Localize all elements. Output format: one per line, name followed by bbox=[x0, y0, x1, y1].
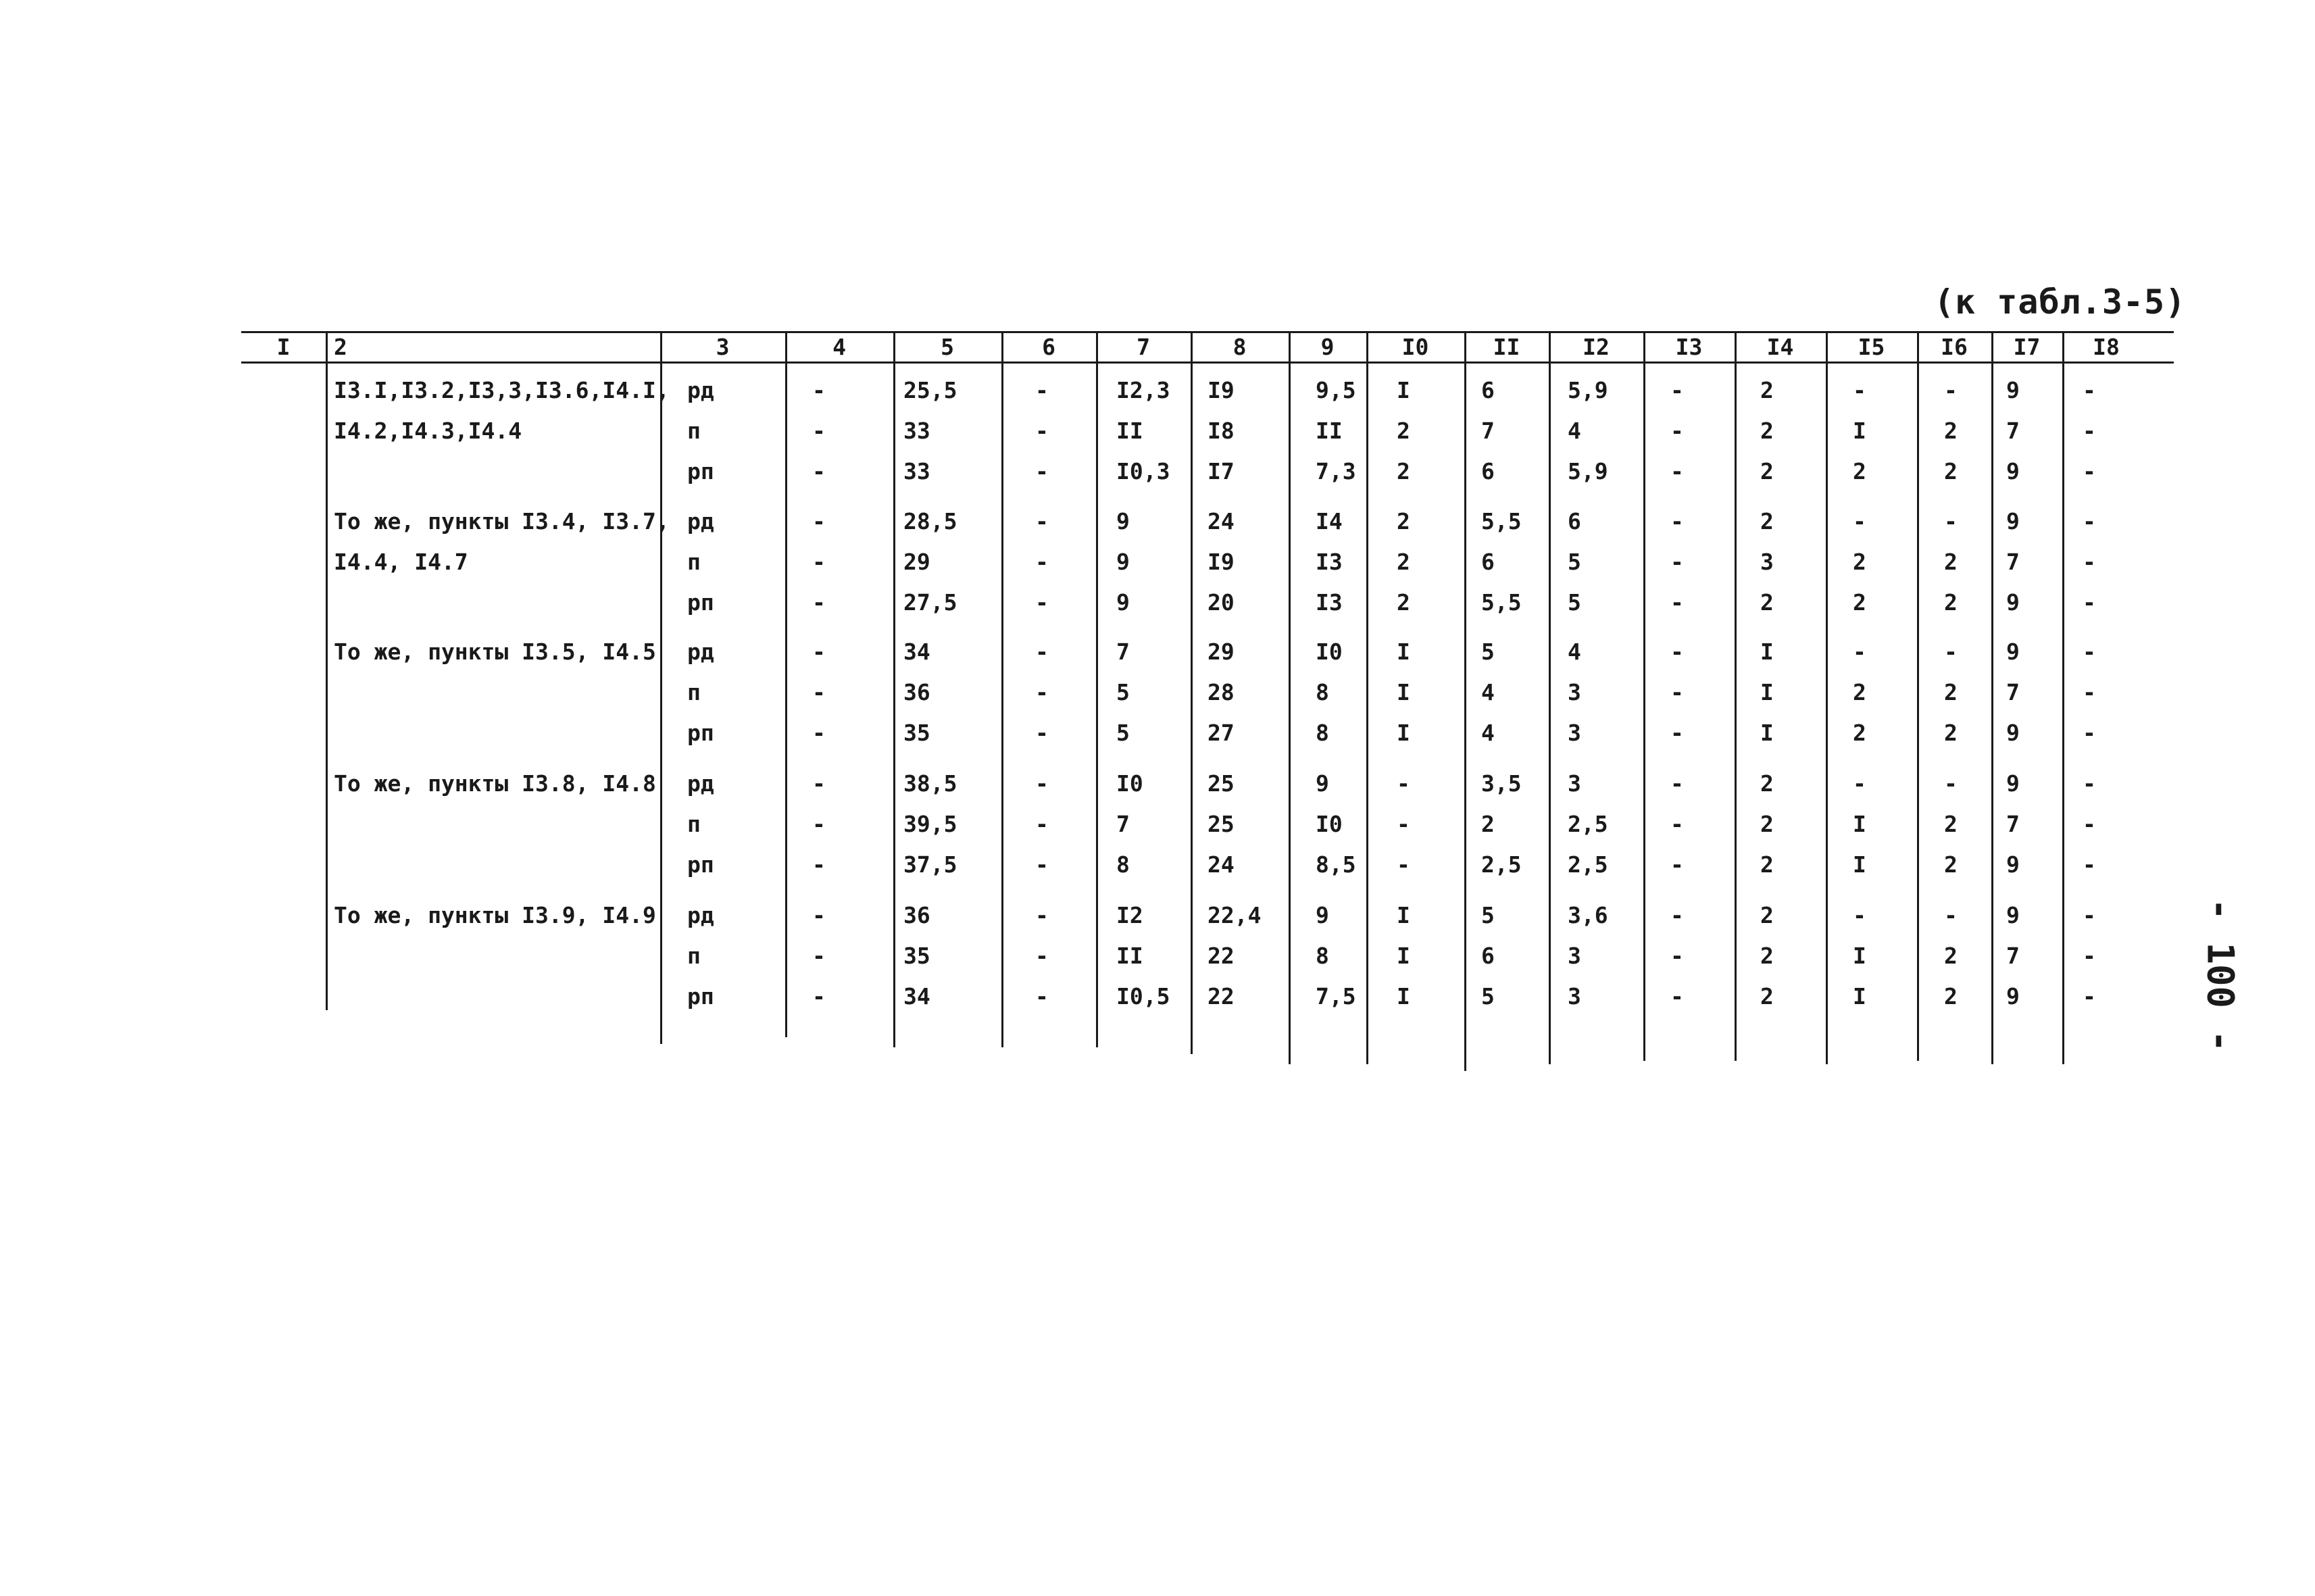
table-cell: рд bbox=[687, 902, 714, 928]
column-header: I8 bbox=[2093, 334, 2120, 360]
table-cell: - bbox=[1670, 770, 1684, 797]
table-cell: 2 bbox=[1944, 418, 1958, 444]
table-cell: - bbox=[1853, 639, 1866, 665]
column-header: I5 bbox=[1858, 334, 1885, 360]
table-cell: - bbox=[2083, 770, 2096, 797]
table-cell: 2 bbox=[1760, 377, 1774, 403]
table-cell: - bbox=[812, 377, 826, 403]
column-header: I4 bbox=[1766, 334, 1794, 360]
table-cell: 3 bbox=[1568, 770, 1581, 797]
table-cell: - bbox=[2083, 720, 2096, 746]
table-cell: 3 bbox=[1568, 679, 1581, 705]
table-cell: - bbox=[1670, 811, 1684, 837]
table-cell: - bbox=[812, 418, 826, 444]
table-cell: 2 bbox=[1760, 418, 1774, 444]
table-cell: - bbox=[1853, 377, 1866, 403]
table-cell: 7 bbox=[2006, 943, 2020, 969]
table-cell: 9 bbox=[1316, 902, 1329, 928]
table-cell: 33 bbox=[903, 418, 930, 444]
table-cell: - bbox=[1035, 902, 1049, 928]
table-cell: - bbox=[1670, 720, 1684, 746]
table-cell: I8 bbox=[1208, 418, 1235, 444]
table-cell: - bbox=[1670, 983, 1684, 1009]
table-cell: 7 bbox=[1116, 639, 1130, 665]
table-cell: - bbox=[1944, 902, 1958, 928]
table-cell: - bbox=[2083, 811, 2096, 837]
page-number: - 100 - bbox=[2199, 898, 2242, 1053]
table-cell: 5 bbox=[1481, 902, 1495, 928]
table-cell: 2 bbox=[1944, 589, 1958, 616]
table-cell: - bbox=[2083, 377, 2096, 403]
table-cell: - bbox=[1670, 639, 1684, 665]
table-cell: 2 bbox=[1760, 811, 1774, 837]
column-rule bbox=[893, 331, 895, 1047]
table-cell: I9 bbox=[1208, 377, 1235, 403]
table-cell: 5 bbox=[1568, 589, 1581, 616]
table-cell: 8 bbox=[1316, 720, 1329, 746]
table-cell: 7,5 bbox=[1316, 983, 1356, 1009]
table-cell: 2 bbox=[1760, 902, 1774, 928]
table-cell: - bbox=[2083, 508, 2096, 534]
table-cell: 7 bbox=[1116, 811, 1130, 837]
table-cell: п bbox=[687, 811, 701, 837]
table-cell: - bbox=[2083, 589, 2096, 616]
table-cell: 36 bbox=[903, 679, 930, 705]
column-header: I2 bbox=[1583, 334, 1610, 360]
table-cell: - bbox=[812, 508, 826, 534]
table-cell: 2 bbox=[1944, 983, 1958, 1009]
table-cell: 2 bbox=[1944, 851, 1958, 878]
table-cell: - bbox=[812, 589, 826, 616]
table-cell: - bbox=[1670, 902, 1684, 928]
table-cell: 3 bbox=[1568, 720, 1581, 746]
table-cell: - bbox=[1944, 639, 1958, 665]
table-cell: I bbox=[1760, 639, 1774, 665]
table-cell: - bbox=[2083, 458, 2096, 484]
table-cell: - bbox=[1035, 851, 1049, 878]
table-cell: 22 bbox=[1208, 943, 1235, 969]
table-cell: 5,9 bbox=[1568, 458, 1608, 484]
table-cell: I bbox=[1397, 639, 1410, 665]
table-cell: 2 bbox=[1760, 458, 1774, 484]
table-cell: - bbox=[1035, 639, 1049, 665]
table-cell: 5,9 bbox=[1568, 377, 1608, 403]
table-cell: 34 bbox=[903, 639, 930, 665]
table-cell: 6 bbox=[1481, 458, 1495, 484]
table-cell: 2 bbox=[1397, 418, 1410, 444]
group-label: I4.2,I4.3,I4.4 bbox=[334, 418, 522, 444]
column-rule bbox=[1289, 331, 1291, 1064]
group-label: I3.I,I3.2,I3,3,I3.6,I4.I, bbox=[334, 377, 670, 403]
table-cell: рп bbox=[687, 851, 714, 878]
group-label: То же, пункты I3.8, I4.8 bbox=[334, 770, 656, 797]
table-cell: 8 bbox=[1316, 679, 1329, 705]
column-header: 4 bbox=[832, 334, 846, 360]
table-cell: I7 bbox=[1208, 458, 1235, 484]
table-cell: - bbox=[812, 770, 826, 797]
table-cell: 9 bbox=[2006, 458, 2020, 484]
table-cell: - bbox=[1853, 902, 1866, 928]
table-cell: рп bbox=[687, 589, 714, 616]
column-rule bbox=[326, 331, 328, 1010]
table-cell: 34 bbox=[903, 983, 930, 1009]
table-cell: I bbox=[1853, 983, 1866, 1009]
table-cell: 5 bbox=[1481, 983, 1495, 1009]
column-rule bbox=[1549, 331, 1551, 1064]
table-cell: II bbox=[1116, 418, 1143, 444]
table-cell: 2 bbox=[1944, 811, 1958, 837]
table-cell: 6 bbox=[1481, 549, 1495, 575]
table-cell: 9 bbox=[2006, 377, 2020, 403]
table-cell: I bbox=[1397, 902, 1410, 928]
table-cell: 2 bbox=[1853, 549, 1866, 575]
table-cell: 27,5 bbox=[903, 589, 957, 616]
table-cell: - bbox=[1035, 770, 1049, 797]
table-cell: - bbox=[1944, 377, 1958, 403]
table-cell: рп bbox=[687, 458, 714, 484]
table-cell: 5 bbox=[1568, 549, 1581, 575]
table-cell: 3,5 bbox=[1481, 770, 1522, 797]
group-label: I4.4, I4.7 bbox=[334, 549, 468, 575]
table-cell: 25 bbox=[1208, 770, 1235, 797]
table-cell: I2,3 bbox=[1116, 377, 1170, 403]
table-cell: I bbox=[1397, 679, 1410, 705]
table-cell: I bbox=[1760, 720, 1774, 746]
table-cell: 25 bbox=[1208, 811, 1235, 837]
table-cell: 28 bbox=[1208, 679, 1235, 705]
group-label: То же, пункты I3.4, I3.7, bbox=[334, 508, 670, 534]
column-header: II bbox=[1493, 334, 1520, 360]
table-cell: 2 bbox=[1760, 770, 1774, 797]
table-cell: - bbox=[812, 458, 826, 484]
table-cell: п bbox=[687, 549, 701, 575]
table-cell: 9 bbox=[1116, 508, 1130, 534]
column-rule bbox=[1096, 331, 1098, 1047]
table-cell: 22 bbox=[1208, 983, 1235, 1009]
table-cell: - bbox=[2083, 943, 2096, 969]
table-cell: - bbox=[1035, 943, 1049, 969]
table-cell: - bbox=[812, 811, 826, 837]
table-cell: 9 bbox=[2006, 770, 2020, 797]
table-cell: 2 bbox=[1397, 549, 1410, 575]
table-cell: - bbox=[2083, 639, 2096, 665]
table-cell: 2 bbox=[1944, 720, 1958, 746]
table-cell: - bbox=[812, 639, 826, 665]
column-rule bbox=[1917, 331, 1919, 1061]
table-cell: 7 bbox=[2006, 811, 2020, 837]
table-cell: - bbox=[2083, 902, 2096, 928]
table-cell: 20 bbox=[1208, 589, 1235, 616]
table-reference-caption: (к табл.3-5) bbox=[1934, 282, 2187, 322]
column-header: 9 bbox=[1320, 334, 1335, 360]
table-cell: 2 bbox=[1760, 943, 1774, 969]
table-cell: 7 bbox=[2006, 418, 2020, 444]
table-cell: 2 bbox=[1760, 983, 1774, 1009]
table-cell: 2 bbox=[1481, 811, 1495, 837]
table-cell: 9 bbox=[1116, 549, 1130, 575]
table-cell: - bbox=[1670, 549, 1684, 575]
column-rule bbox=[1735, 331, 1737, 1061]
table-cell: 27 bbox=[1208, 720, 1235, 746]
group-label: То же, пункты I3.9, I4.9 bbox=[334, 902, 656, 928]
column-rule bbox=[1826, 331, 1828, 1064]
table-cell: - bbox=[812, 943, 826, 969]
table-cell: 8 bbox=[1316, 943, 1329, 969]
table-cell: 9 bbox=[2006, 902, 2020, 928]
table-cell: I bbox=[1853, 943, 1866, 969]
table-cell: 38,5 bbox=[903, 770, 957, 797]
table-cell: 29 bbox=[903, 549, 930, 575]
table-cell: - bbox=[1035, 679, 1049, 705]
table-cell: I bbox=[1397, 377, 1410, 403]
table-cell: 2 bbox=[1760, 851, 1774, 878]
table-cell: 28,5 bbox=[903, 508, 957, 534]
table-top-rule bbox=[241, 331, 2174, 333]
column-header: I7 bbox=[2013, 334, 2041, 360]
table-cell: - bbox=[1035, 549, 1049, 575]
table-cell: рд bbox=[687, 639, 714, 665]
table-cell: 4 bbox=[1481, 679, 1495, 705]
table-cell: - bbox=[1670, 589, 1684, 616]
table-cell: - bbox=[1035, 458, 1049, 484]
table-cell: II bbox=[1316, 418, 1343, 444]
table-cell: 24 bbox=[1208, 508, 1235, 534]
table-cell: - bbox=[1853, 508, 1866, 534]
table-cell: - bbox=[812, 549, 826, 575]
table-cell: 4 bbox=[1568, 418, 1581, 444]
table-cell: 39,5 bbox=[903, 811, 957, 837]
table-cell: рд bbox=[687, 508, 714, 534]
column-header: 6 bbox=[1042, 334, 1055, 360]
table-cell: 5 bbox=[1116, 679, 1130, 705]
table-cell: - bbox=[1397, 851, 1410, 878]
column-rule bbox=[1643, 331, 1645, 1061]
table-cell: I0 bbox=[1316, 639, 1343, 665]
column-header: I6 bbox=[1941, 334, 1968, 360]
table-cell: 2,5 bbox=[1568, 811, 1608, 837]
table-cell: рд bbox=[687, 377, 714, 403]
table-cell: - bbox=[2083, 418, 2096, 444]
table-cell: 5,5 bbox=[1481, 508, 1522, 534]
table-cell: - bbox=[1670, 458, 1684, 484]
table-cell: - bbox=[812, 720, 826, 746]
column-rule bbox=[1001, 331, 1003, 1047]
column-header: 3 bbox=[716, 334, 730, 360]
table-cell: 9 bbox=[2006, 508, 2020, 534]
table-cell: 2 bbox=[1760, 589, 1774, 616]
table-cell: 35 bbox=[903, 943, 930, 969]
table-cell: I3 bbox=[1316, 589, 1343, 616]
table-cell: 9 bbox=[1116, 589, 1130, 616]
table-cell: - bbox=[1853, 770, 1866, 797]
table-cell: - bbox=[1035, 508, 1049, 534]
table-cell: - bbox=[812, 983, 826, 1009]
table-cell: - bbox=[2083, 983, 2096, 1009]
table-cell: 7 bbox=[1481, 418, 1495, 444]
data-table bbox=[241, 331, 2174, 1081]
table-cell: рп bbox=[687, 720, 714, 746]
table-cell: - bbox=[1035, 589, 1049, 616]
column-rule bbox=[1464, 331, 1466, 1071]
table-cell: I bbox=[1853, 418, 1866, 444]
table-cell: п bbox=[687, 943, 701, 969]
table-cell: 2 bbox=[1760, 508, 1774, 534]
table-cell: 9 bbox=[2006, 983, 2020, 1009]
table-cell: - bbox=[1670, 943, 1684, 969]
table-cell: I0,3 bbox=[1116, 458, 1170, 484]
table-cell: 2,5 bbox=[1568, 851, 1608, 878]
column-header: 5 bbox=[941, 334, 954, 360]
table-cell: - bbox=[812, 851, 826, 878]
table-cell: - bbox=[2083, 549, 2096, 575]
column-header: I3 bbox=[1675, 334, 1703, 360]
table-cell: 2 bbox=[1397, 458, 1410, 484]
table-cell: 7,3 bbox=[1316, 458, 1356, 484]
table-cell: 4 bbox=[1568, 639, 1581, 665]
table-cell: I bbox=[1760, 679, 1774, 705]
table-cell: - bbox=[1035, 377, 1049, 403]
table-cell: - bbox=[1035, 720, 1049, 746]
table-cell: 5,5 bbox=[1481, 589, 1522, 616]
column-rule bbox=[1366, 331, 1368, 1064]
table-cell: - bbox=[812, 902, 826, 928]
table-cell: 9 bbox=[2006, 639, 2020, 665]
table-cell: рп bbox=[687, 983, 714, 1009]
column-header: 8 bbox=[1233, 334, 1247, 360]
table-cell: 7 bbox=[2006, 679, 2020, 705]
table-cell: I bbox=[1853, 811, 1866, 837]
table-cell: - bbox=[812, 679, 826, 705]
table-cell: - bbox=[1670, 377, 1684, 403]
table-cell: 3 bbox=[1760, 549, 1774, 575]
table-cell: 25,5 bbox=[903, 377, 957, 403]
column-rule bbox=[785, 331, 787, 1037]
table-cell: 3 bbox=[1568, 983, 1581, 1009]
table-cell: - bbox=[1035, 418, 1049, 444]
table-cell: - bbox=[1035, 811, 1049, 837]
table-cell: 36 bbox=[903, 902, 930, 928]
table-cell: 3,6 bbox=[1568, 902, 1608, 928]
group-label: То же, пункты I3.5, I4.5 bbox=[334, 639, 656, 665]
table-cell: I0 bbox=[1316, 811, 1343, 837]
table-cell: - bbox=[1670, 851, 1684, 878]
column-rule bbox=[1991, 331, 1993, 1064]
table-cell: 8 bbox=[1116, 851, 1130, 878]
header-bottom-rule bbox=[241, 361, 2174, 364]
table-cell: 5 bbox=[1116, 720, 1130, 746]
table-cell: 2 bbox=[1944, 458, 1958, 484]
column-header: 2 bbox=[334, 334, 347, 360]
column-header: I bbox=[276, 334, 291, 360]
table-cell: 7 bbox=[2006, 549, 2020, 575]
table-cell: 37,5 bbox=[903, 851, 957, 878]
table-cell: I0,5 bbox=[1116, 983, 1170, 1009]
table-cell: 8,5 bbox=[1316, 851, 1356, 878]
table-cell: 2 bbox=[1397, 589, 1410, 616]
table-cell: 2 bbox=[1853, 458, 1866, 484]
table-cell: I bbox=[1853, 851, 1866, 878]
column-rule bbox=[1191, 331, 1193, 1054]
table-cell: 2 bbox=[1944, 679, 1958, 705]
table-cell: - bbox=[1397, 811, 1410, 837]
table-cell: 2 bbox=[1944, 549, 1958, 575]
table-cell: 9 bbox=[2006, 720, 2020, 746]
table-cell: I2 bbox=[1116, 902, 1143, 928]
table-cell: I bbox=[1397, 943, 1410, 969]
column-rule bbox=[660, 331, 662, 1044]
table-cell: I3 bbox=[1316, 549, 1343, 575]
table-cell: - bbox=[1670, 418, 1684, 444]
column-rule bbox=[2062, 331, 2064, 1064]
table-cell: 35 bbox=[903, 720, 930, 746]
table-cell: 5 bbox=[1481, 639, 1495, 665]
table-cell: - bbox=[1035, 983, 1049, 1009]
column-header: 7 bbox=[1137, 334, 1150, 360]
table-cell: 3 bbox=[1568, 943, 1581, 969]
table-cell: 2 bbox=[1944, 943, 1958, 969]
table-cell: I9 bbox=[1208, 549, 1235, 575]
table-cell: 29 bbox=[1208, 639, 1235, 665]
table-cell: рд bbox=[687, 770, 714, 797]
table-cell: - bbox=[2083, 851, 2096, 878]
table-cell: - bbox=[1944, 770, 1958, 797]
table-cell: 2 bbox=[1853, 589, 1866, 616]
table-cell: I0 bbox=[1116, 770, 1143, 797]
table-cell: 2 bbox=[1397, 508, 1410, 534]
table-cell: п bbox=[687, 679, 701, 705]
table-cell: 2,5 bbox=[1481, 851, 1522, 878]
table-cell: 2 bbox=[1853, 679, 1866, 705]
table-cell: - bbox=[1670, 679, 1684, 705]
table-cell: 24 bbox=[1208, 851, 1235, 878]
table-cell: 9,5 bbox=[1316, 377, 1356, 403]
table-cell: 33 bbox=[903, 458, 930, 484]
table-cell: 9 bbox=[2006, 589, 2020, 616]
table-cell: I4 bbox=[1316, 508, 1343, 534]
table-cell: - bbox=[1670, 508, 1684, 534]
table-cell: I bbox=[1397, 720, 1410, 746]
table-cell: 6 bbox=[1481, 377, 1495, 403]
table-cell: 2 bbox=[1853, 720, 1866, 746]
table-cell: I bbox=[1397, 983, 1410, 1009]
table-cell: - bbox=[1397, 770, 1410, 797]
table-cell: 9 bbox=[1316, 770, 1329, 797]
table-cell: 6 bbox=[1481, 943, 1495, 969]
table-cell: II bbox=[1116, 943, 1143, 969]
table-cell: п bbox=[687, 418, 701, 444]
table-cell: 6 bbox=[1568, 508, 1581, 534]
table-cell: 4 bbox=[1481, 720, 1495, 746]
table-cell: 9 bbox=[2006, 851, 2020, 878]
column-header: I0 bbox=[1401, 334, 1429, 360]
table-cell: - bbox=[2083, 679, 2096, 705]
table-cell: - bbox=[1944, 508, 1958, 534]
table-cell: 22,4 bbox=[1208, 902, 1262, 928]
